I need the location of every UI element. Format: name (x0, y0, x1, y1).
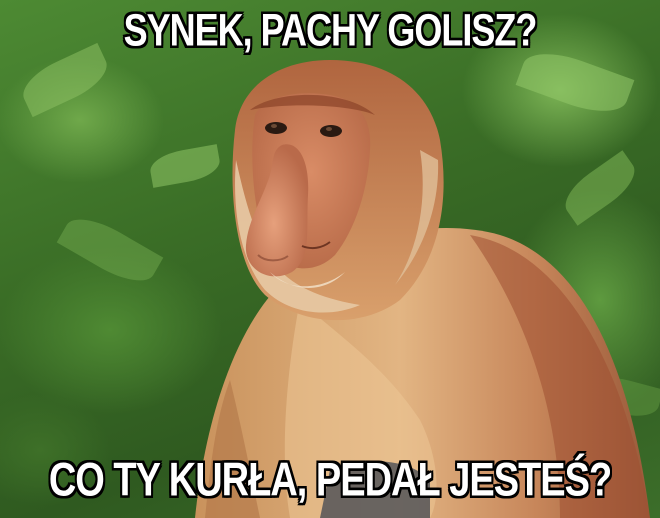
meme-bottom-caption: CO TY KURŁA, PEDAŁ JESTEŚ? (48, 454, 612, 507)
meme-top-caption: SYNEK, PACHY GOLISZ? (123, 4, 537, 56)
